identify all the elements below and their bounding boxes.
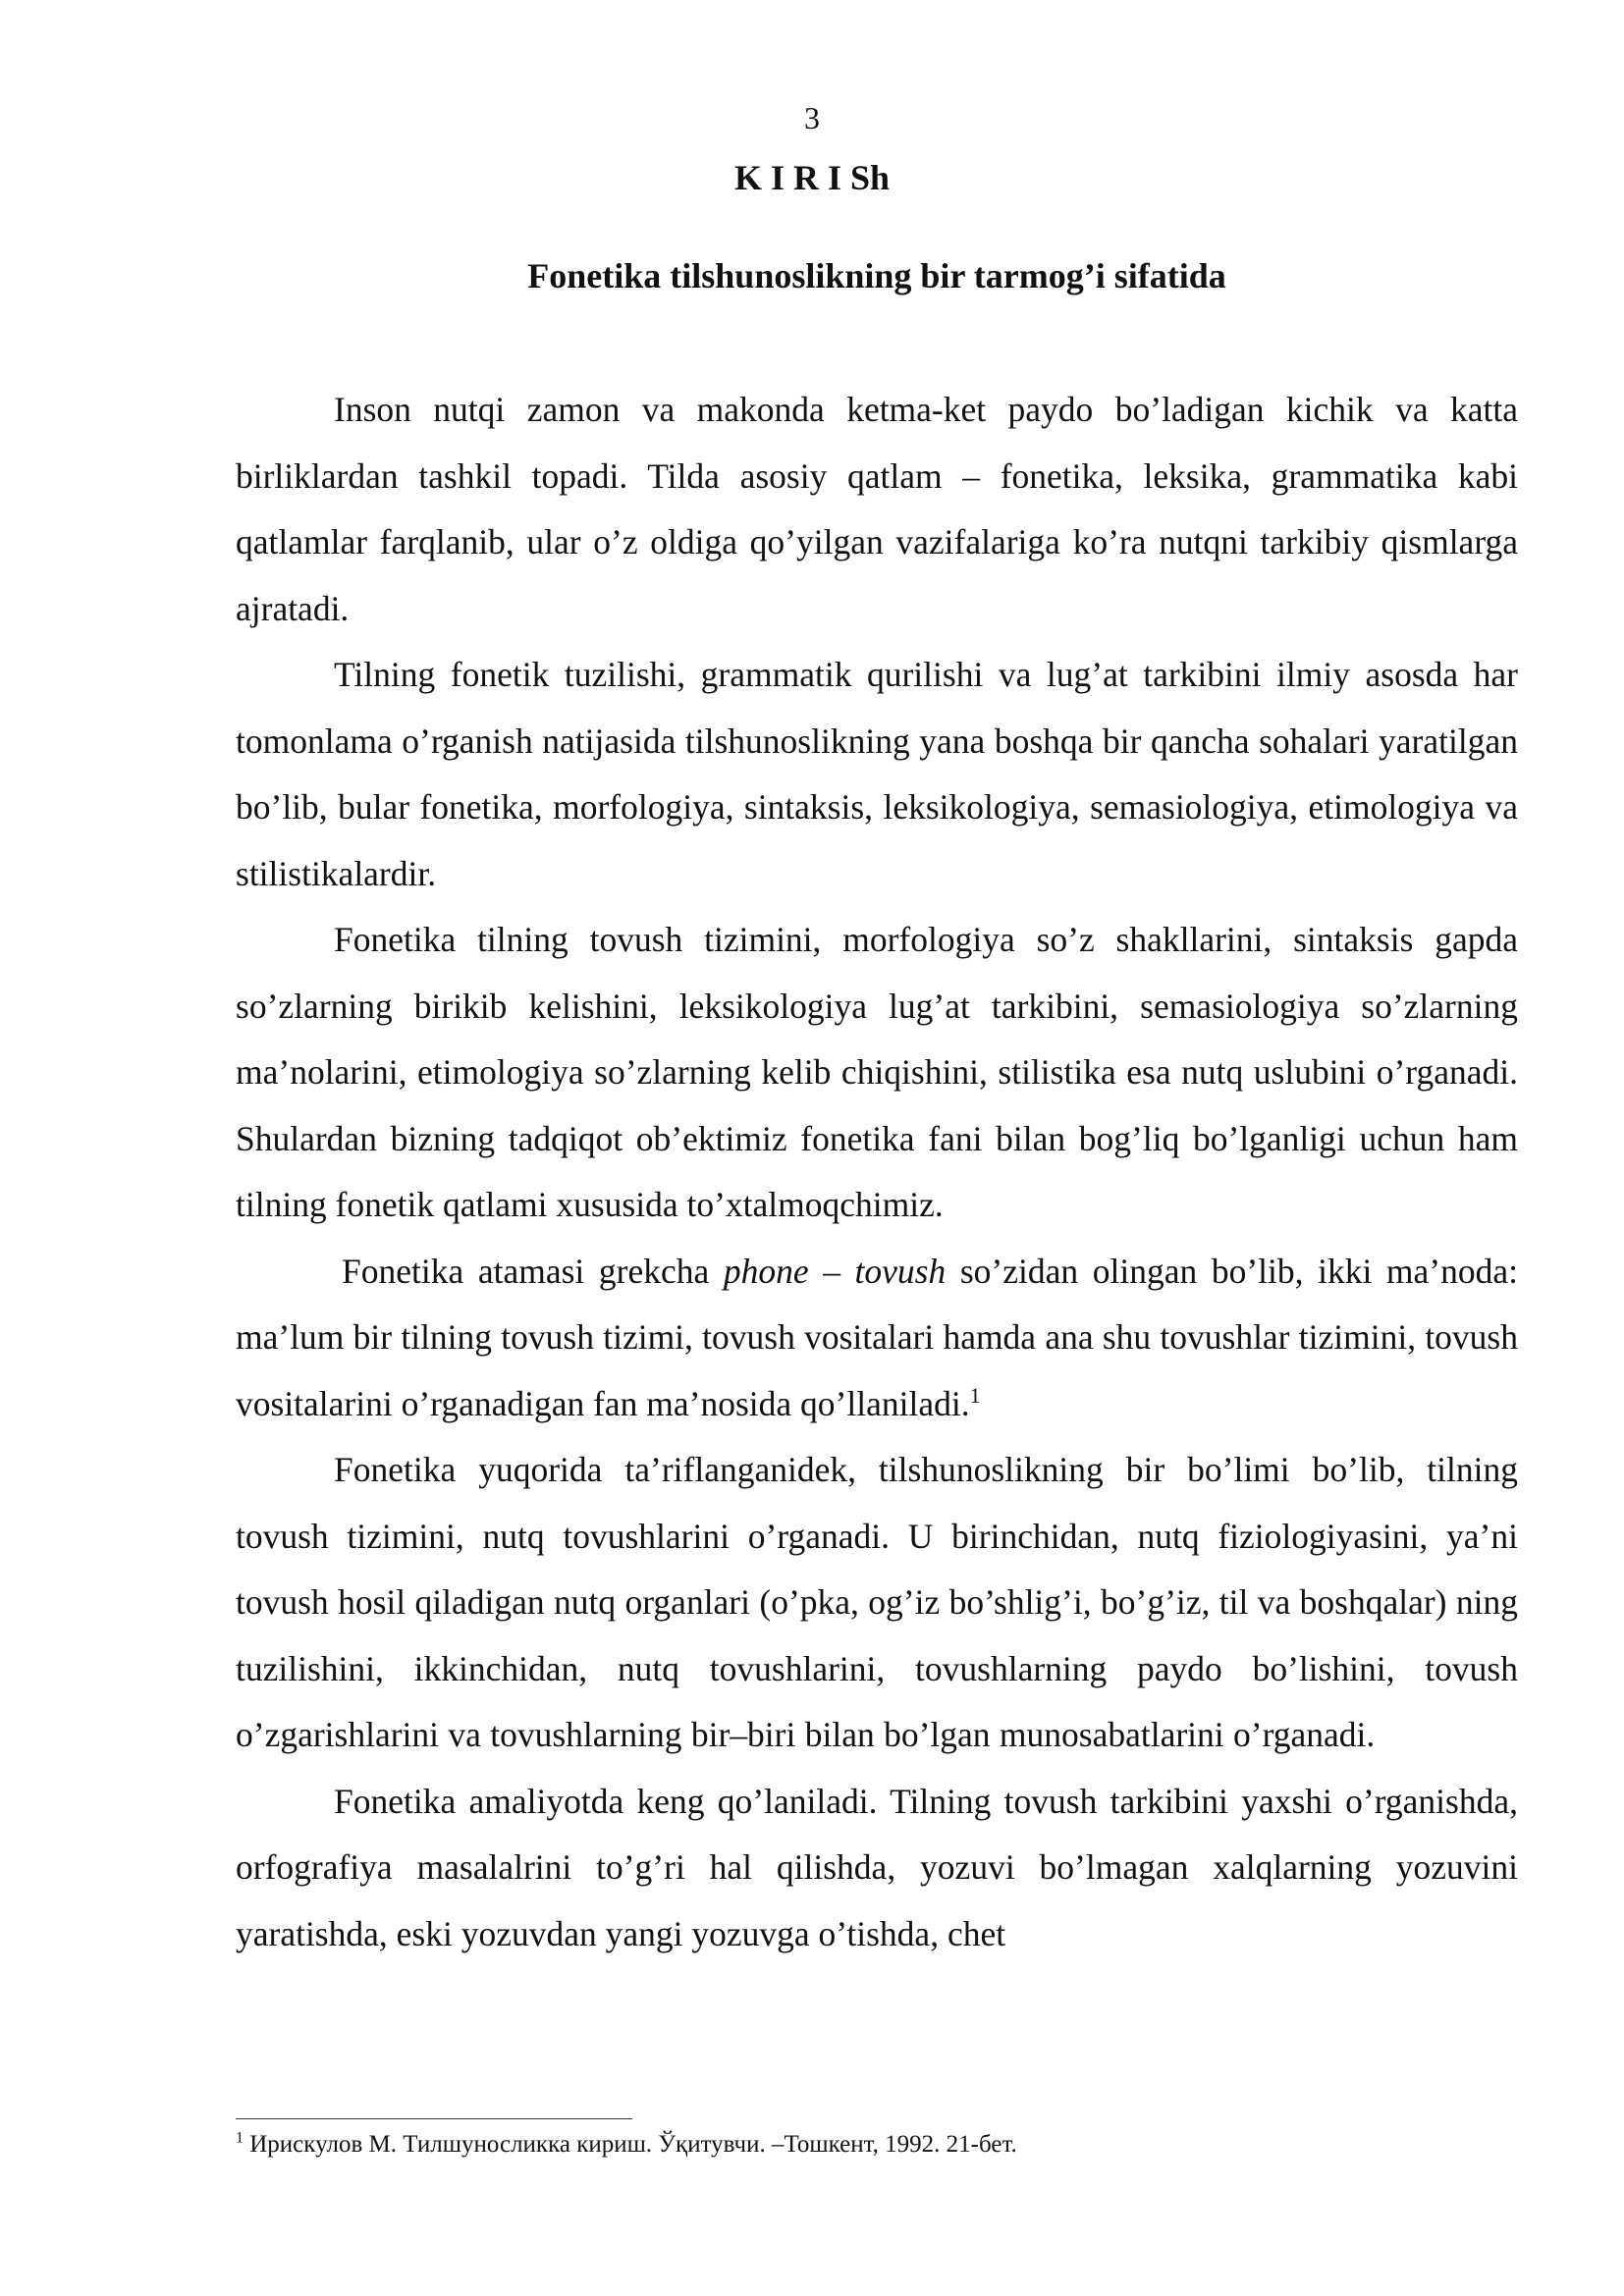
paragraph-6: Fonetika amaliyotda keng qo’laniladi. Tilning tovush tarkibini yaxshi o’rganishda, orfografiya masalalrini to’g’ri hal qilishda, yozuvi bo’lmagan xalqlarning yozuvini yaratishda, eski yozuvdan yangi yozuvga o’tishda, chet — [236, 1781, 1518, 1953]
footnote-reference[interactable]: 1 — [969, 1382, 981, 1408]
paragraph-4-after: so’zidan olingan bo’lib, ikki ma’noda: ma’lum bir tilning tovush tizimi, tovush vositalari hamda ana shu tovushlar tizimini, tovush vositalarini o’rganadigan fan ma’nosida qo’llaniladi. — [236, 1251, 1518, 1423]
paragraph-4 — [236, 1239, 1518, 1438]
body-text — [236, 377, 1518, 1967]
footnote-mark: 1 — [236, 2129, 244, 2147]
paragraph-5: Fonetika yuqorida ta’riflanganidek, tilshunoslikning bir bo’limi bo’lib, tilning tovush tizimini, nutq tovushlarini o’rganadi. U birinchidan, nutq fiziologiyasini, ya’ni tovush hosil qiladigan nutq organlari (o’pka, og’iz bo’shlig’i, bo’g’iz, til va boshqalar) ning tuzilishini, ikkinchidan, nutq tovushlarini, tovushlarning paydo bo’lishini, tovush o’zgarishlarini va tovushlarning bir–biri bilan bo’lgan munosabatlarini o’rganadi. — [236, 1450, 1518, 1754]
footnote-divider — [236, 2118, 632, 2119]
paragraph-2: Tilning fonetik tuzilishi, grammatik qurilishi va lug’at tarkibini ilmiy asosda har tomonlama o’rganish natijasida tilshunoslikning yana boshqa bir qancha sohalari yaratilgan bo’lib, bular fonetika, morfologiya, sintaksis, leksikologiya, semasiologiya, etimologiya va stilistikalardir. — [236, 655, 1518, 893]
footnote-text: Ирискулов М. Тилшуносликка кириш. Ўқитувчи. –Тошкент, 1992. 21-бет. — [244, 2131, 1017, 2158]
paragraph-3: Fonetika tilning tovush tizimini, morfologiya so’z shakllarini, sintaksis gapda so’zlarning birikib kelishini, leksikologiya lug’at tarkibini, semasiologiya so’zlarning ma’nolarini, etimologiya so’zlarning kelib chiqishini, stilistika esa nutq uslubini o’rganadi. Shulardan bizning tadqiqot ob’ektimiz fonetika fani bilan bog’liq bo’lganligi uchun ham tilning fonetik qatlami xususida to’xtalmoqchimiz. — [236, 920, 1518, 1224]
section-title: Fonetika tilshunoslikning bir tarmog’i sifatida — [527, 256, 1226, 295]
chapter-title: K I R I Sh — [733, 158, 891, 197]
paragraph-4-term: phone – tovush — [723, 1251, 947, 1291]
paragraph-4-before: Fonetika atamasi grekcha — [342, 1251, 710, 1291]
paragraph-1: Inson nutqi zamon va makonda ketma-ket paydo bo’ladigan kichik va katta birliklardan tashkil topadi. Tilda asosiy qatlam – fonetika, leksika, grammatika kabi qatlamlar farqlanib, ular o’z oldiga qo’yilgan vazifalariga ko’ra nutqni tarkibiy qismlarga ajratadi. — [236, 390, 1518, 628]
footnote — [236, 2128, 1518, 2162]
page-number: 3 — [804, 100, 820, 135]
